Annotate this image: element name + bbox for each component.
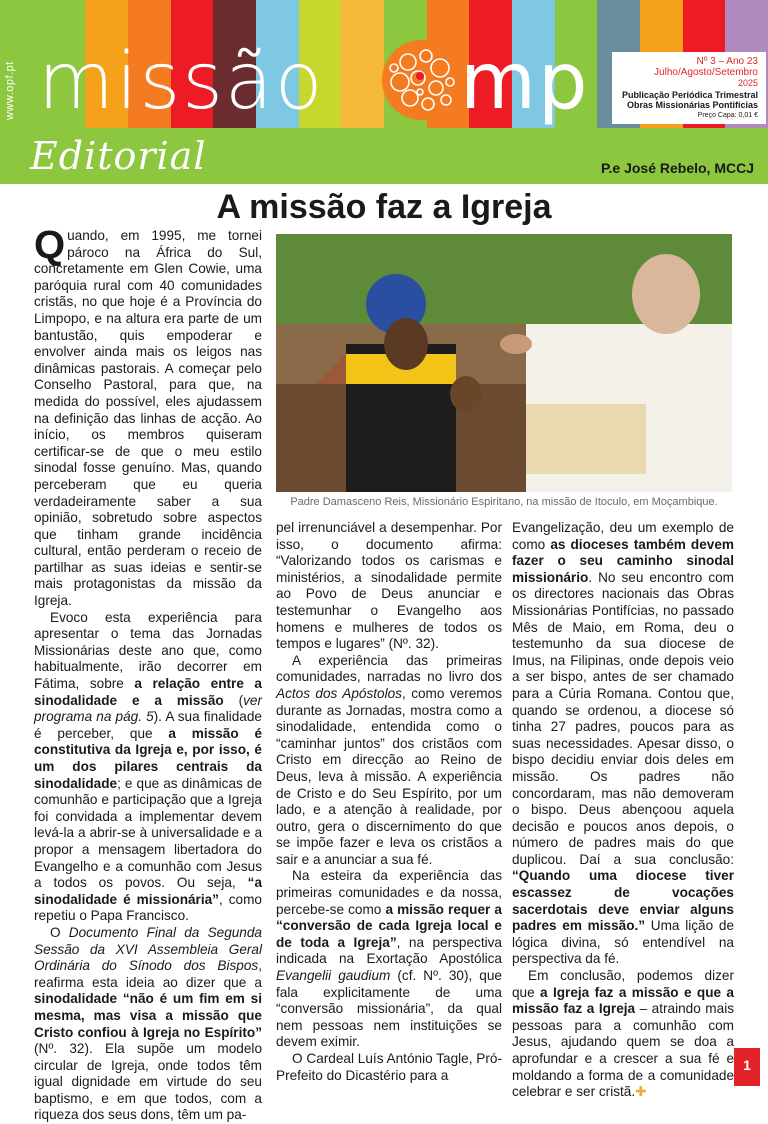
issue-year: 2025 [737,78,758,88]
publication-line-1: Publicação Periódica Trimestral [621,90,758,100]
masthead [0,0,768,128]
page-number: 1 [734,1048,760,1086]
section-label: Editorial [30,134,207,178]
issue-number: Nº 3 – Ano 23 [696,56,758,67]
masthead-title-right: mp [460,37,590,127]
issue-months: Julho/Agosto/Setembro [654,67,758,78]
article-title: A missão faz a Igreja [216,188,552,226]
photo-caption: Padre Damasceno Reis, Missionário Espiritano, na missão de Itoculo, em Moçambique. [290,496,718,508]
article-column-1: Quando, em 1995, me tornei pároco na África do Sul, concretamente em Glen Cowie, uma paróquia rural com 40 comunidades cristãs, no que hoje é a Província do Limpopo, e na altura era parte de um bantustão, quis empoderar e envolver ainda mais os leigos nas dinâmicas pastorais. A começar pelo Conselho Pastoral, para que, na medida do possível, eles ajudassem na definição das linhas de acção. Ao início, os membros quiseram certificar-se de que o meu estilo sinodal fosse genuíno. Mas, quando perceberam que eu queria verdadeiramente saber a sua opinião, sobretudo sobre aspectos que tinham grande incidência cultural, então perderam o receio de partilhar as suas ideias e sentir-se mais protagonistas da missão da Igreja. Evoco esta experiência para apresentar o tema das Jornadas Missionárias deste ano que, como habitualmente, irão decorrer em Fátima, sobre a relação entre a sinodalidade e a missão (ver programa na pág. 5). A sua finalidade é perceber, que a missão é constitutiva da Igreja e, por isso, é um dos pilares centrais da sinodalidade; e que as dinâmicas de comunhão e participação que a Igreja foi convidada a implementar devem levá-la a abrir-se à universalidade e a propor a mensagem libertadora do Evangelho e a comunhão com Jesus a todos os povos. Ou seja, “a sinodalidade é missionária”, como repetiu o Papa Francisco. O Documento Final da Segunda Sessão da XVI Assembleia Geral Ordinária do Sínodo dos Bispos, reafirma esta ideia ao dizer que a sinodalidade “não é um fim em si mesma, mas visa a missão que Cristo confiou à Igreja no Espírito” (Nº. 32). Ela supõe um modelo circular de Igreja, onde todos têm igual dignidade em virtude do seu baptismo, e em que todos, com a riqueza dos seus dons, têm um pa- [34,223,263,1123]
cover-price: Preço Capa: 0,01 € [697,112,758,119]
globe-logo-icon [380,38,464,122]
author-name: P.e José Rebelo, MCCJ [600,160,754,176]
article-column-2: pel irrenunciável a desempenhar. Por isso, o documento afirma: “Valorizando todos os carismas e ministérios, a sinodalidade permite ao Povo de Deus anunciar e testemunhar o Evangelho aos homens e mulheres de todos os tempos e lugares” (Nº. 32). A experiência das primeiras comunidades, narradas no livro dos Actos dos Apóstolos, como veremos durante as Jornadas, mostra como a sinodalidade, entendida como o “caminhar juntos” dos cristãos com Cristo em direcção ao Reino de Deus, leva à missão. A experiência de Cristo e do Seu Espírito, por um lado, e a atenção à realidade, por outro, gera o discernimento do que se impõe fazer e leva os cristãos a sair e a anunciar a sua fé. Na esteira da experiência das primeiras comunidades e da nossa, percebe-se como a missão requer a “conversão de cada Igreja local e de toda a Igreja”, na perspectiva indicada na Exortação Apostólica Evangelii gaudium (cf. Nº. 30), que fala explicitamente de uma “conversão missionária”, da qual nem pessoas nem instituições se devem eximir. O Cardeal Luís António Tagle, Pró-Prefeito do Dicastério para a [276,520,502,1083]
website-url[interactable]: www.opf.pt [4,61,16,120]
article-photo [276,234,732,492]
masthead-title-left: missão [38,37,325,127]
publication-line-2: Obras Missionárias Pontifícias [626,100,758,110]
article-column-3: Evangelização, deu um exemplo de como as dioceses também devem fazer o seu caminho sinodal missionário. No seu encontro com os directores nacionais das Obras Missionárias Pontifícias, no passado Mês de Maio, em Roma, deu o testemunho da sua diocese de Imus, na Filipinas, onde depois veio a ser bispo, antes de ser chamado para a Cúria Romana. Contou que, quando se ordenou, a diocese só tinha 27 padres, poucos para as suas necessidades. Apesar disso, o bispo decidiu enviar dois deles em missão. Os padres não concordaram, mas não demoveram o bispo. Deus abençoou aquela decisão e poucos anos depois, o número de padres mais do que duplicou. Daí a sua conclusão: “Quando uma diocese tiver escassez de vocações sacerdotais deve enviar alguns padres em missão.” Uma lição de lógica divina, só entendível na perspectiva da fé. Em conclusão, podemos dizer que a Igreja faz a missão e que a missão faz a Igreja – atraindo mais pessoas para a comunhão com Jesus, ajudando quem se doa a aprofundar e a crescer a sua fé e moldando a forma de a comunidade celebrar e ser cristã.✚ [512,520,735,1100]
dropcap: Q [34,223,66,267]
end-mark-icon: ✚ [635,1084,647,1100]
issue-info [612,52,766,124]
